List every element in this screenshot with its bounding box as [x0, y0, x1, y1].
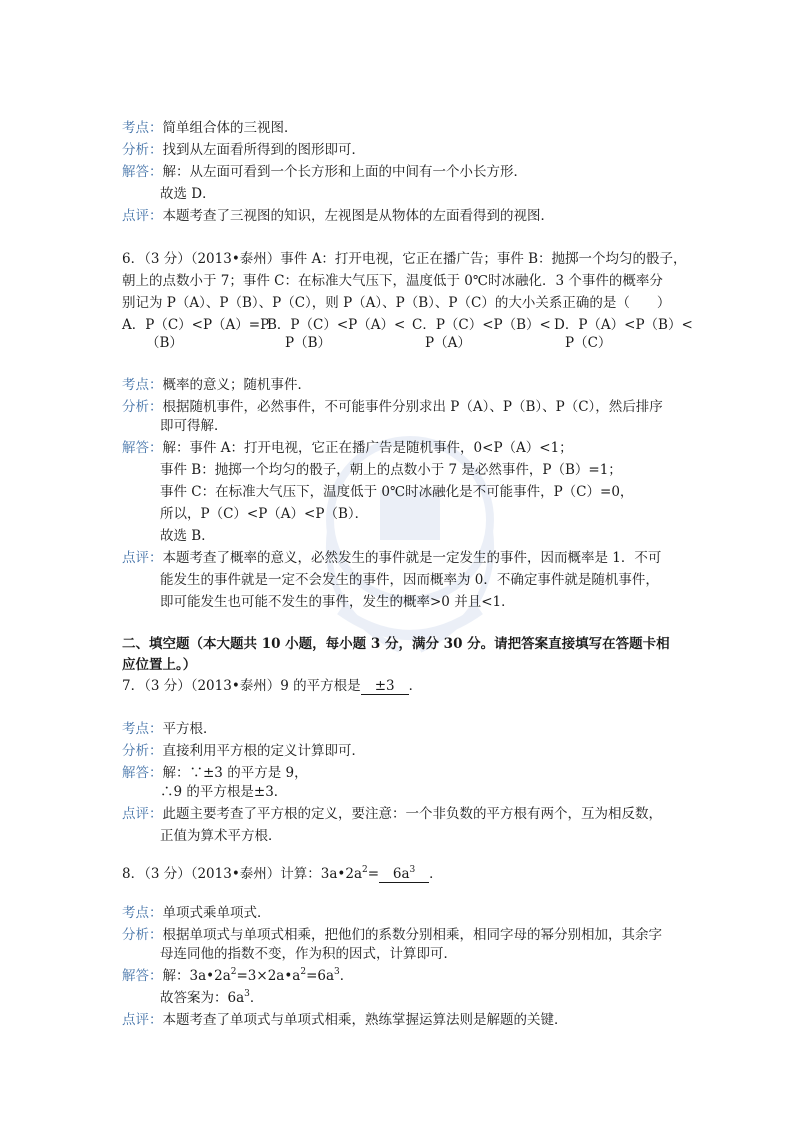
q5-fenxi-row	[122, 140, 365, 160]
q6-option-a: A．P（C）<P（A）=P	[122, 317, 270, 333]
fenxi-label: 分析：	[122, 142, 163, 158]
kaodian-label: 考点：	[122, 120, 163, 136]
dianping-label: 点评：	[122, 550, 163, 566]
q6-fenxi-row	[122, 397, 663, 417]
q8-dianping-text: 本题考查了单项式与单项式相乘，熟练掌握运算法则是解题的关键．	[162, 1012, 568, 1028]
dianping-label: 点评：	[122, 1012, 163, 1028]
q8-answer-base: 6a	[392, 866, 410, 882]
q7-stem-end: ．	[408, 678, 423, 694]
q8-answer-line: 故答案为：6a	[160, 990, 245, 1006]
q5-fenxi-text: 找到从左面看所得到的图形即可．	[162, 142, 365, 158]
q8-dianping-row	[122, 1010, 568, 1030]
q8-jieda-part-e: =6a	[306, 968, 335, 984]
q6-kaodian-row	[122, 375, 311, 395]
q7-dianping-row	[122, 804, 662, 824]
q7-dianping-text-1: 此题主要考查了平方根的定义，要注意：一个非负数的平方根有两个，互为相反数，	[162, 806, 662, 822]
q7-jieda-text-1: 解：∵±3 的平方是 9，	[162, 765, 308, 781]
q8-jieda-part-g: ．	[339, 968, 354, 984]
q6-stem-line-3: 别记为 P（A）、P（B）、P（C），则 P（A）、P（B）、P（C）的大小关系正确的是（ ）	[122, 295, 671, 311]
q7-fenxi-text: 直接利用平方根的定义计算即可．	[162, 743, 365, 759]
q8-stem: 8．（3 分）（2013•泰州）计算：3a•2a	[122, 866, 363, 882]
q8-jieda-part-a: 解：3a•2a	[162, 968, 231, 984]
q6-option-c: C．P（C）<P（B）<	[412, 317, 551, 333]
q6-jieda-row	[122, 438, 573, 458]
q6-stem-line-2: 朝上的点数小于 7；事件 C：在标准大气压下，温度低于 0℃时冰融化．3 个事件的概率分	[122, 273, 663, 289]
q8-stem-end: ．	[429, 866, 443, 882]
q8-answer-line-exp: 3	[244, 989, 250, 999]
q5-jieda-text-2: 故选 D．	[160, 186, 216, 202]
section-heading-line-1: 二、填空题（本大题共 10 小题，每小题 3 分，满分 30 分。请把答案直接填写在答题卡相	[122, 636, 670, 652]
q8-jieda-part-c: =3×2a•a	[236, 968, 301, 984]
q5-kaodian-row	[122, 118, 298, 138]
q8-answer-exponent: 3	[409, 865, 416, 875]
q8-fenxi-text-1: 根据单项式与单项式相乘，把他们的系数分别相乘，相同字母的幂分别相加，其余字	[162, 927, 662, 943]
q6-option-b-cont: P（B）	[285, 335, 332, 351]
q6-jieda-text-2: 事件 B：抛掷一个均匀的骰子，朝上的点数小于 7 是必然事件，P（B）=1；	[160, 462, 622, 478]
q8-jieda-exp-3: 3	[334, 967, 340, 977]
q7-jieda-text-2: ∴9 的平方根是±3．	[160, 784, 288, 800]
q6-fenxi-text-2: 即可得解．	[160, 418, 228, 434]
q8-stem-equals: =	[367, 866, 380, 882]
q5-jieda-text-1: 解：从左面可看到一个长方形和上面的中间有一个小长方形．	[162, 164, 527, 180]
q8-fenxi-row	[122, 925, 662, 945]
q6-jieda-text-5: 故选 B．	[160, 528, 215, 544]
q8-stem-exponent: 2	[362, 865, 368, 875]
q6-jieda-text-3: 事件 C：在标准大气压下，温度低于 0℃时冰融化是不可能事件，P（C）=0，	[160, 484, 634, 500]
q8-jieda-row	[122, 966, 353, 986]
q7-jieda-row	[122, 763, 308, 783]
q6-option-d: D．P（A）<P（B）<	[554, 317, 693, 333]
q8-kaodian-text: 单项式乘单项式．	[162, 905, 271, 921]
q7-kaodian-row	[122, 719, 217, 739]
q6-dianping-text-1: 本题考查了概率的意义，必然发生的事件就是一定发生的事件，因而概率是 1．不可	[162, 550, 662, 566]
q6-option-c-cont: P（A）	[425, 335, 471, 351]
jieda-label: 解答：	[122, 440, 163, 456]
jieda-label: 解答：	[122, 164, 163, 180]
q6-dianping-text-2: 能发生的事件就是一定不会发生的事件，因而概率为 0．不确定事件就是随机事件，	[160, 572, 659, 588]
q8-answer-blank	[379, 866, 429, 883]
q5-kaodian-text: 简单组合体的三视图．	[162, 120, 298, 136]
kaodian-label: 考点：	[122, 377, 163, 393]
q6-jieda-text-4: 所以，P（C）<P（A）<P（B）．	[160, 506, 369, 522]
q7-dianping-text-2: 正值为算术平方根．	[160, 828, 282, 844]
q5-dianping-row	[122, 206, 554, 226]
q8-kaodian-row	[122, 903, 271, 923]
q6-option-d-cont: P（C）	[565, 335, 612, 351]
dianping-label: 点评：	[122, 208, 163, 224]
dianping-label: 点评：	[122, 806, 163, 822]
fenxi-label: 分析：	[122, 927, 163, 943]
jieda-label: 解答：	[122, 968, 163, 984]
q8-jieda-exp-1: 2	[230, 967, 237, 977]
q6-option-b: B．P（C）<P（A）<	[267, 317, 406, 333]
q7-stem-row	[122, 676, 422, 696]
q5-dianping-text: 本题考查了三视图的知识，左视图是从物体的左面看得到的视图．	[162, 208, 554, 224]
q5-jieda-row	[122, 162, 527, 182]
q8-jieda-text-2	[160, 988, 263, 1008]
q7-fenxi-row	[122, 741, 365, 761]
fenxi-label: 分析：	[122, 743, 163, 759]
q7-kaodian-text: 平方根．	[162, 721, 217, 737]
q8-answer-line-end: ．	[249, 990, 264, 1006]
q7-answer-blank: ±3	[361, 678, 409, 695]
q8-fenxi-text-2: 母连同他的指数不变，作为积的因式，计算即可．	[160, 946, 457, 962]
q6-option-a-cont: （B）	[146, 335, 183, 351]
kaodian-label: 考点：	[122, 905, 163, 921]
q6-stem-line-1: 6．（3 分）（2013•泰州）事件 A：打开电视，它正在播广告；事件 B：抛掷一个均匀的骰子，	[122, 251, 687, 267]
q8-jieda-exp-2: 2	[300, 967, 307, 977]
q6-jieda-text-1: 解：事件 A：打开电视，它正在播广告是随机事件，0<P（A）<1；	[162, 440, 573, 456]
kaodian-label: 考点：	[122, 721, 163, 737]
q6-fenxi-text-1: 根据随机事件，必然事件，不可能事件分别求出 P（A）、P（B）、P（C），然后排序	[162, 399, 663, 415]
jieda-label: 解答：	[122, 765, 163, 781]
section-heading-line-2: 应位置上。）	[122, 657, 197, 673]
q6-dianping-text-3: 即可能发生也可能不发生的事件，发生的概率>0 并且<1．	[160, 594, 515, 610]
q6-kaodian-text: 概率的意义；随机事件．	[162, 377, 311, 393]
q6-dianping-row	[122, 548, 661, 568]
fenxi-label: 分析：	[122, 399, 163, 415]
q7-stem: 7．（3 分）（2013•泰州）9 的平方根是	[122, 678, 361, 694]
q8-stem-row	[122, 864, 443, 884]
